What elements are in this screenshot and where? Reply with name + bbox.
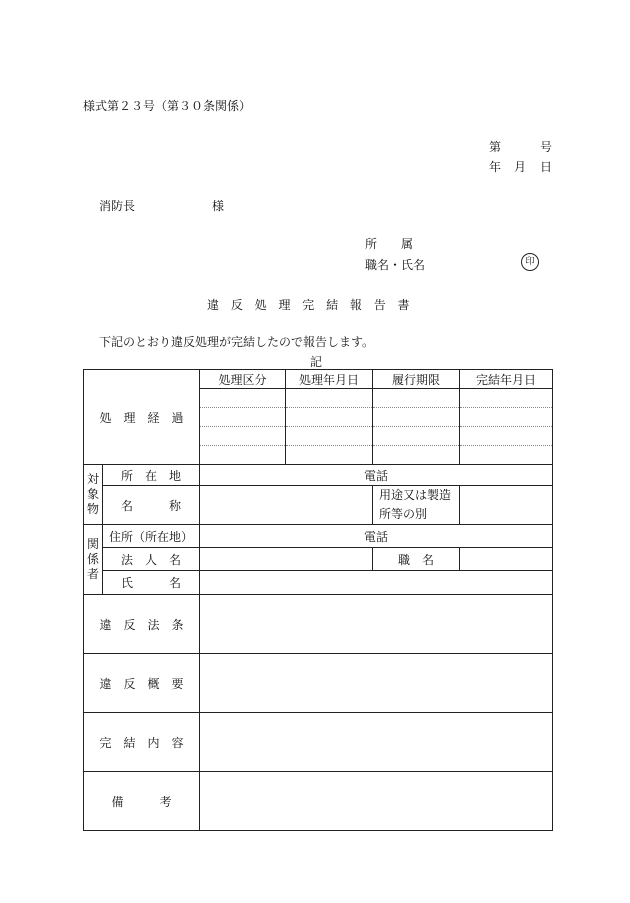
process-cell[interactable] [200,427,286,446]
date-month: 月 [514,160,527,174]
process-cell[interactable] [286,389,373,408]
process-cell[interactable] [200,446,286,465]
violation-summary-value[interactable] [200,654,553,713]
intro-text: 下記のとおり違反処理が完結したので報告します。 [99,335,375,349]
col-process-type: 処理区分 [200,370,286,389]
affiliation-label: 所 属 [365,237,414,251]
process-cell[interactable] [373,427,460,446]
process-cell[interactable] [373,446,460,465]
addressee: 消防長 [99,199,136,213]
process-cell[interactable] [460,408,553,427]
target-label [84,465,103,525]
address-phone-label: 電話 [200,525,553,548]
usage-label: 用途又は製造所等の別 [373,486,460,525]
position-name-label: 職名・氏名 [365,258,426,272]
ki-label: 記 [310,355,323,369]
process-cell[interactable] [373,408,460,427]
document-title: 違 反 処 理 完 結 報 告 書 [207,298,414,312]
date-day: 日 [540,160,553,174]
person-name-value[interactable] [200,571,553,595]
related-label [84,525,103,595]
person-name-label: 氏 名 [103,571,200,595]
completion-content-label: 完 結 内 容 [84,713,200,772]
process-cell[interactable] [200,389,286,408]
process-cell[interactable] [460,427,553,446]
remarks-value[interactable] [200,772,553,831]
name-label: 名 称 [103,486,200,525]
name-value[interactable] [200,486,373,525]
target-label-text: 対象物 [87,472,100,516]
honorific: 様 [212,199,225,213]
process-history-label: 処 理 経 過 [84,370,200,465]
col-completion-date: 完結年月日 [460,370,553,389]
completion-content-value[interactable] [200,713,553,772]
report-table [83,369,553,831]
job-title-label: 職 名 [373,548,460,571]
process-cell[interactable] [373,389,460,408]
process-cell[interactable] [460,389,553,408]
col-deadline: 履行期限 [373,370,460,389]
corp-name-value[interactable] [200,548,373,571]
location-label: 所 在 地 [103,465,200,486]
job-title-value[interactable] [460,548,553,571]
number-label-left: 第 [489,140,502,154]
violation-law-label: 違 反 法 条 [84,595,200,654]
seal-mark: 印 [521,253,539,271]
corp-name-label: 法 人 名 [103,548,200,571]
process-cell[interactable] [460,446,553,465]
usage-value[interactable] [460,486,553,525]
process-cell[interactable] [286,446,373,465]
location-phone-label: 電話 [200,465,553,486]
address-label: 住所（所在地） [103,525,200,548]
related-label-text: 関係者 [87,537,100,581]
process-cell[interactable] [286,408,373,427]
violation-law-value[interactable] [200,595,553,654]
process-cell[interactable] [286,427,373,446]
remarks-label: 備 考 [84,772,200,831]
number-label-right: 号 [540,140,553,154]
process-cell[interactable] [200,408,286,427]
violation-summary-label: 違 反 概 要 [84,654,200,713]
date-year: 年 [489,160,502,174]
col-process-date: 処理年月日 [286,370,373,389]
form-number: 様式第２３号（第３０条関係） [83,99,252,113]
